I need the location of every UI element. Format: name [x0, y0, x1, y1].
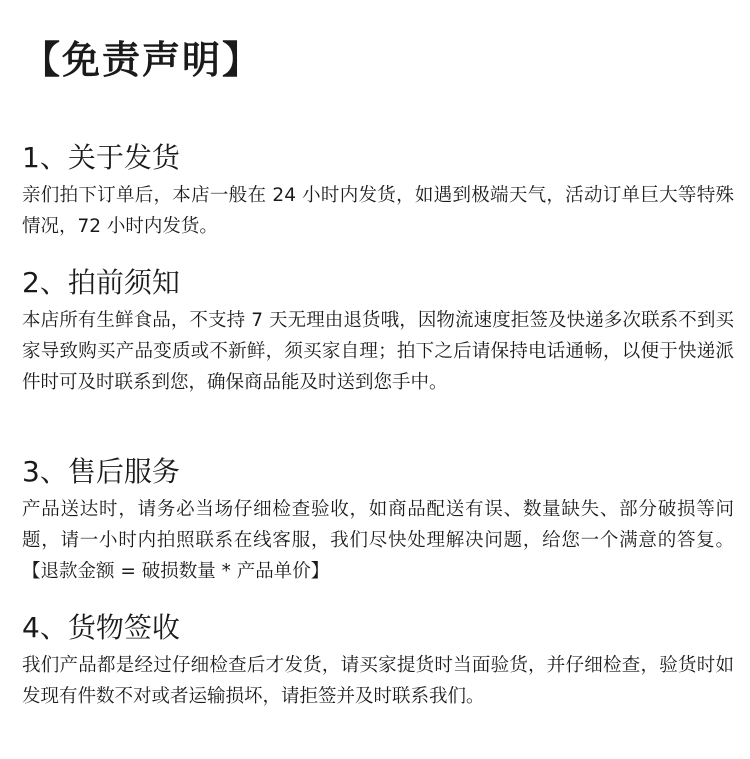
section-shipping: [22, 138, 734, 242]
section-body: 我们产品都是经过仔细检查后才发货，请买家提货时当面验货，并仔细检查，验货时如发现有件数不对或者运输损坏，请拒签并及时联系我们。: [22, 655, 734, 707]
section-heading: 2、拍前须知: [22, 266, 180, 299]
section-heading: 4、货物签收: [22, 611, 180, 644]
section-heading: 1、关于发货: [22, 141, 180, 174]
page-title: 【免责声明】: [22, 38, 263, 82]
section-body: 亲们拍下订单后，本店一般在 24 小时内发货，如遇到极端天气，活动订单巨大等特殊情况，72 小时内发货。: [22, 185, 734, 237]
section-body: 产品送达时，请务必当场仔细检查验收，如商品配送有误、数量缺失、部分破损等问题，请一小时内拍照联系在线客服，我们尽快处理解决问题，给您一个满意的答复。【退款金额 = 破损数量 * 产品单价】: [22, 499, 734, 582]
section-goods-receipt: [22, 608, 734, 712]
section-after-sales: [22, 452, 734, 587]
section-before-purchase: [22, 263, 734, 398]
section-heading: 3、售后服务: [22, 455, 180, 488]
section-body: 本店所有生鲜食品，不支持 7 天无理由退货哦，因物流速度拒签及快递多次联系不到买家导致购买产品变质或不新鲜，须买家自理；拍下之后请保持电话通畅，以便于快递派件时可及时联系到您，确保商品能及时送到您手中。: [22, 310, 734, 393]
